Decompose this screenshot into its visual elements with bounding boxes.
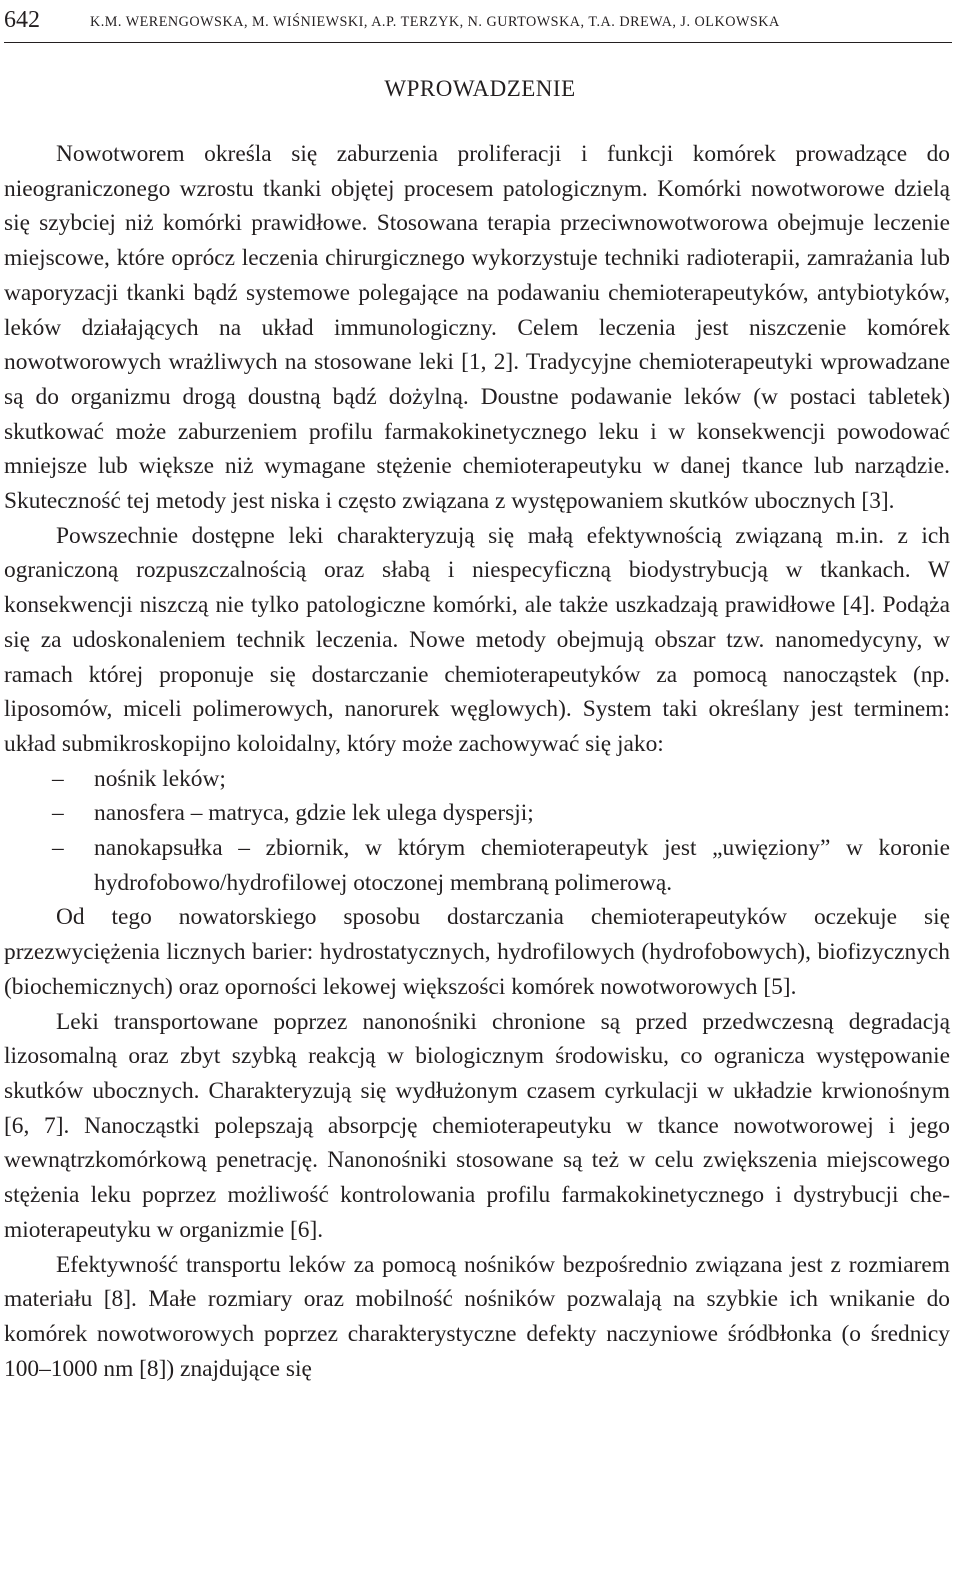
paragraph-2: Powszechnie dostępne leki charakteryzują się małą efektywnością związaną m.in. z ich ograniczoną rozpuszczalnością oraz słabą i niespecyficzną biodystrybucją w tkankach. W konsekwencji niszczą nie tylko patologiczne komórki, ale także uszkadzają prawidłowe [4]. Podąża się za udoskonaleniem technik leczenia. Nowe metody obejmują obszar tzw. nanomedycyny, w ramach której proponuje się dostarczanie chemioterapeutyków za pomocą nanocząstek (np. liposomów, miceli polimerowych, nanorurek węglowych). System taki określany jest terminem: układ submikroskopijno koloidalny, który może zachowywać się jako: (4, 522, 950, 757)
list-item-text: nanokapsułka – zbiornik, w którym chemioterapeutyk jest „uwięziony” w koronie hydrofobowo/hydrofilowej otoczonej membraną polimerową. (94, 835, 950, 896)
section-heading: WPROWADZENIE (384, 76, 576, 101)
paragraph-5: Efektywność transportu leków za pomocą nośników bezpośrednio związana jest z rozmiarem materiału [8]. Małe rozmiary oraz mobilność nośników pozwalają na szybkie ich wnikanie do komórek nowotworowych poprzez charakterystyczne defekty naczyniowe śródbłonka (o średnicy 100–1000 nm [8]) znajdujące się (4, 1251, 950, 1382)
paragraph-4: Leki transportowane poprzez nanonośniki chronione są przed przedwczesną degradacją lizosomalną oraz zbyt szybką reakcją w biologicznym środowisku, co ogranicza występowanie skutków ubocznych. Charakteryzują się wydłużonym czasem cyrkulacji w układzie krwionośnym [6, 7]. Nanocząstki polepszają absorpcję chemioterapeutyku w tkance nowotworowej i jego wewnątrzkomórkową penetrację. Nanonośniki stosowane są też w celu zwiększenia miejscowego stężenia leku poprzez możliwość kontrolowania profilu farmakokinetycznego i dystrybucji chemioterapeutyku w organizmie [6]. (4, 1008, 950, 1243)
author-running-head: K.M. WERENGOWSKA, M. WIŚNIEWSKI, A.P. TERZYK, N. GURTOWSKA, T.A. DREWA, J. OLKOWSKA (90, 14, 780, 30)
list-item-text: nośnik leków; (94, 765, 226, 792)
list-dash: – (52, 800, 64, 827)
paragraph-1: Nowotworem określa się zaburzenia proliferacji i funkcji komórek prowadzące do nieograniczonego wzrostu tkanki objętej procesem patologicznym. Komórki nowotworowe dzielą się szybciej niż komórki prawidłowe. Stosowana terapia przeciwnowotworowa obejmuje leczenie miejscowe, które oprócz leczenia chirurgicznego wykorzystuje techniki radioterapii, zamrażania lub waporyzacji tkanki bądź systemowe polegające na podawaniu chemioterapeutyków, antybiotyków, leków działających na układ immunologiczny. Celem leczenia jest niszczenie komórek nowotworowych wrażliwych na stosowane leki [1, 2]. Tradycyjne chemioterapeutyki wprowadzane są do organizmu drogą doustną bądź dożylną. Doustne podawanie leków (w postaci tabletek) skutkować może zaburzeniem profilu farmakokinetycznego leku i w konsekwencji powodować mniejsze lub większe niż wymagane stężenie chemioterapeutyku w danej tkance lub narządzie. Skuteczność tej metody jest niska i często związana z występowaniem skutków ubocznych [3]. (4, 141, 950, 515)
page-number: 642 (4, 7, 40, 33)
carrier-type-list (4, 762, 950, 901)
list-dash: – (52, 835, 64, 862)
paragraph-3: Od tego nowatorskiego sposobu dostarczania chemioterapeutyków oczekuje się przezwyciężenia licznych barier: hydrostatycznych, hydrofilowych (hydrofobowych), biofizycznych (biochemicznych) oraz oporności lekowej większości komórek nowotworowych [5]. (4, 904, 950, 1000)
list-item (4, 796, 950, 831)
running-header (4, 4, 952, 43)
list-item (4, 831, 950, 900)
body-text (4, 137, 950, 1386)
list-item (4, 762, 950, 797)
list-item-text: nanosfera – matryca, gdzie lek ulega dyspersji; (94, 800, 534, 827)
list-dash: – (52, 765, 64, 792)
